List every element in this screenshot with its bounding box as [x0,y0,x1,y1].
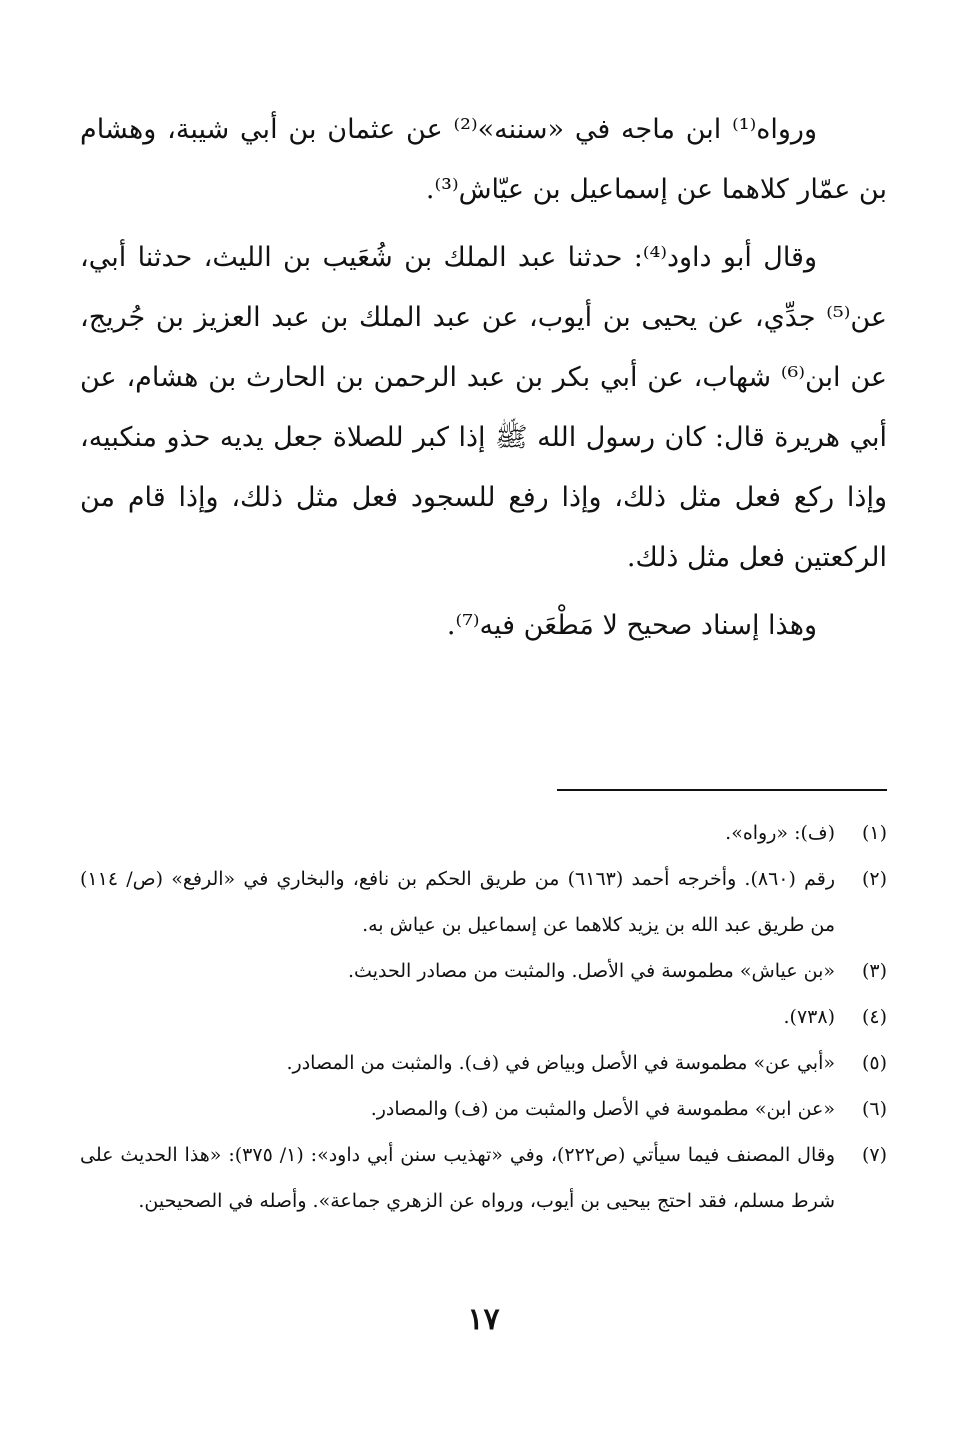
footnote [80,1132,887,1224]
footnote-number: (٥) [861,1052,887,1074]
paragraph-3: وهذا إسناد صحيح لا مَطْعَن فيه⁽⁷⁾. [446,610,817,641]
footnote-text: «بن عياش» مطموسة في الأصل. والمثبت من مصادر الحديث. [348,960,835,982]
footnotes [80,810,887,1224]
footnote [80,1040,887,1086]
footnote-number: (٤) [861,1006,887,1028]
footnote [80,994,887,1040]
footnote-text: (ف): «رواه». [725,822,835,844]
footnote [80,948,887,994]
footnote-text: «عن ابن» مطموسة في الأصل والمثبت من (ف) والمصادر. [370,1098,835,1120]
footnote-text: (٧٣٨). [783,1006,835,1028]
footnote [80,1086,887,1132]
page-number: ١٧ [467,1302,500,1337]
footnote-number: (٣) [861,960,887,982]
main-text [80,100,887,664]
paragraph-1: ورواه⁽¹⁾ ابن ماجه في «سننه»⁽²⁾ عن عثمان بن أبي شيبة، وهشام بن عمّار كلاهما عن إسماعيل بن عيّاش⁽³⁾. [80,114,887,205]
footnote-number: (٢) [861,868,887,890]
footnote-number: (١) [861,822,887,844]
footnote-number: (٧) [861,1144,887,1166]
footnote [80,856,887,948]
footnote-text: رقم (٨٦٠). وأخرجه أحمد (٦١٦٣) من طريق الحكم بن نافع، والبخاري في «الرفع» (ص/ ١١٤) من طريق عبد الله بن يزيد كلاهما عن إسماعيل بن عياش به. [80,868,835,936]
paragraph-2: وقال أبو داود⁽⁴⁾: حدثنا عبد الملك بن شُعَيب بن الليث، حدثنا أبي، عن⁽⁵⁾ جدِّي، عن يحيى بن أيوب، عن عبد الملك بن عبد العزيز بن جُريج، عن ابن⁽⁶⁾ شهاب، عن أبي بكر بن عبد الرحمن بن الحارث بن هشام، عن أبي هريرة قال: كان رسول الله ﷺ إذا كبر للصلاة جعل يديه حذو منكبيه، وإذا ركع فعل مثل ذلك، وإذا رفع للسجود فعل مثل ذلك، وإذا قام من الركعتين فعل مثل ذلك. [80,242,888,573]
footnote-divider [557,789,887,791]
footnote-text: «أبي عن» مطموسة في الأصل وبياض في (ف). والمثبت من المصادر. [286,1052,835,1074]
footnote-text: وقال المصنف فيما سيأتي (ص٢٢٢)، وفي «تهذيب سنن أبي داود»: (١/ ٣٧٥): «هذا الحديث على شرط مسلم، فقد احتج بيحيى بن أيوب، ورواه عن الزهري جماعة». وأصله في الصحيحين. [80,1144,835,1212]
footnote [80,810,887,856]
footnote-number: (٦) [861,1098,887,1120]
